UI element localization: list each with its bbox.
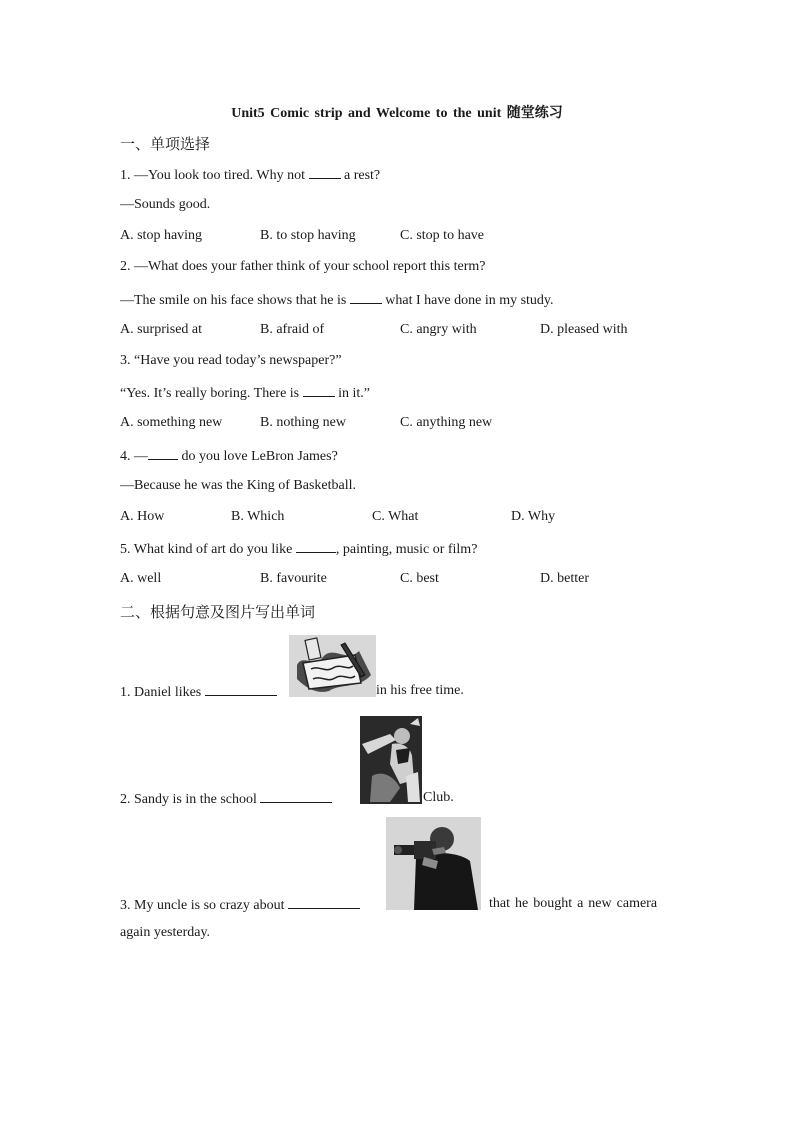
question-1-line-1: 1. —You look too tired. Why not a rest? [120, 168, 381, 183]
drawing-icon [289, 635, 376, 697]
dancer-icon [360, 716, 422, 804]
answer-blank [288, 896, 360, 909]
question-5-option-c: C. best [400, 571, 439, 586]
question-3-line-2: “Yes. It’s really boring. There is in it.” [120, 386, 371, 401]
picture-item-1: 1. Daniel likes [120, 683, 277, 701]
question-2-line-2: —The smile on his face shows that he is what I have done in my study. [120, 293, 554, 308]
question-3-option-a: A. something new [120, 415, 223, 430]
question-2-option-b: B. afraid of [260, 322, 325, 337]
question-1-option-c: C. stop to have [400, 228, 484, 243]
question-4-option-c: C. What [372, 509, 419, 524]
question-2-option-d: D. pleased with [540, 322, 628, 337]
picture-item-3-tail: that he bought a new camera [489, 896, 658, 911]
page-title: Unit5 Comic strip and Welcome to the unit 随堂练习 [231, 106, 563, 121]
dancer-picture [360, 716, 422, 804]
question-4-line-1: 4. — do you love LeBron James? [120, 449, 338, 464]
photographer-picture [386, 817, 481, 910]
question-2-option-c: C. angry with [400, 322, 477, 337]
picture-item-2-tail: Club. [423, 790, 454, 805]
question-2-line-1: 2. —What does your father think of your school report this term? [120, 259, 486, 274]
question-4-line-2: —Because he was the King of Basketball. [120, 478, 356, 493]
question-3-line-1: 3. “Have you read today’s newspaper?” [120, 353, 342, 368]
answer-blank [205, 683, 277, 696]
answer-blank [260, 790, 332, 803]
answer-blank [148, 447, 178, 460]
question-5-option-a: A. well [120, 571, 162, 586]
picture-item-1-tail: in his free time. [376, 683, 464, 698]
question-2-option-a: A. surprised at [120, 322, 203, 337]
question-4-option-d: D. Why [511, 509, 556, 524]
section-heading-picture-words: 二、根据句意及图片写出单词 [120, 603, 316, 621]
question-1-option-b: B. to stop having [260, 228, 356, 243]
answer-blank [350, 291, 382, 304]
question-4-option-a: A. How [120, 509, 165, 524]
question-3-option-c: C. anything new [400, 415, 493, 430]
section-heading-multiple-choice: 一、单项选择 [120, 135, 211, 153]
question-4-option-b: B. Which [231, 509, 285, 524]
answer-blank [309, 166, 341, 179]
question-1-line-2: —Sounds good. [120, 197, 211, 212]
question-1-option-a: A. stop having [120, 228, 203, 243]
question-5-option-b: B. favourite [260, 571, 327, 586]
drawing-picture [289, 635, 376, 697]
answer-blank [296, 540, 336, 553]
picture-item-2: 2. Sandy is in the school [120, 790, 332, 808]
picture-item-3: 3. My uncle is so crazy about [120, 896, 360, 914]
answer-blank [303, 384, 335, 397]
question-5-line-1: 5. What kind of art do you like , painting, music or film? [120, 542, 478, 557]
picture-item-3-line-2: again yesterday. [120, 925, 211, 940]
question-5-option-d: D. better [540, 571, 589, 586]
question-3-option-b: B. nothing new [260, 415, 346, 430]
photographer-icon [386, 817, 481, 910]
